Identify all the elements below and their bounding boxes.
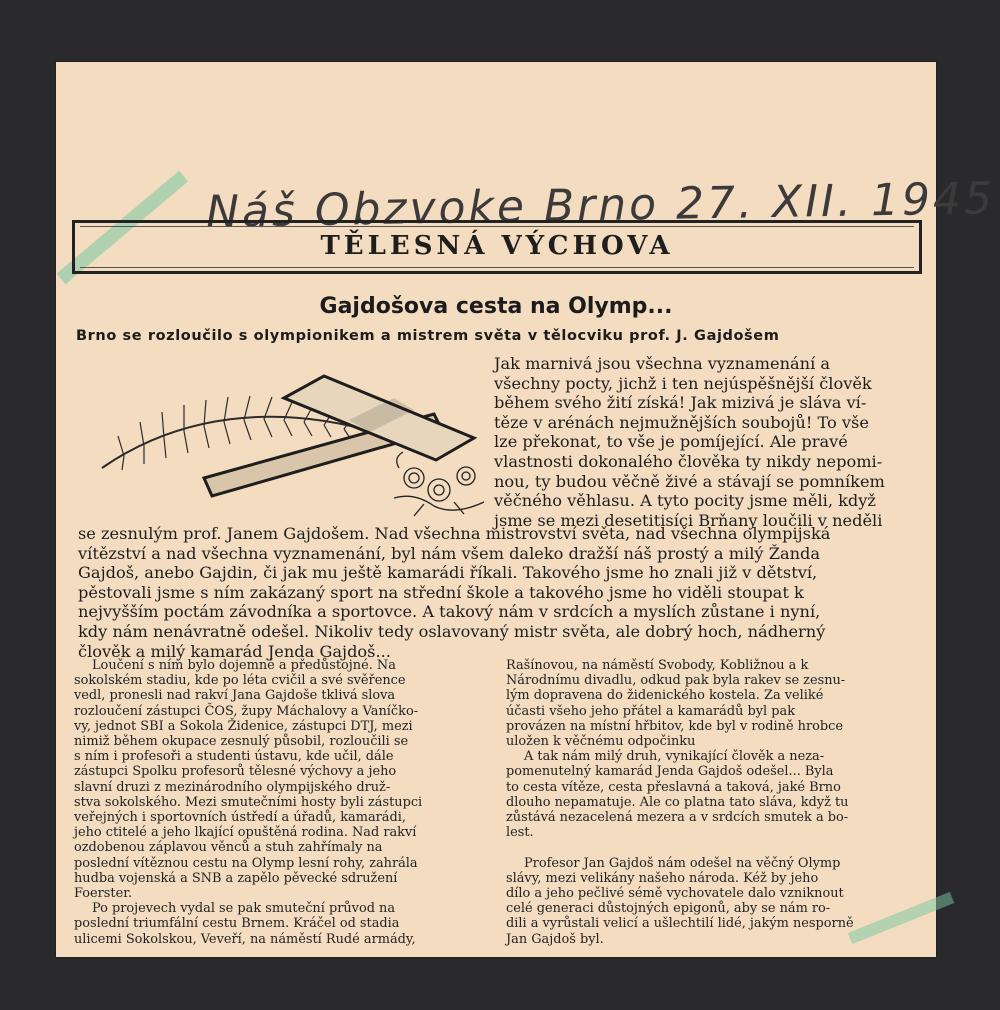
text-line: stva sokolského. Mezi smutečními hosty byli zástupci bbox=[74, 794, 423, 810]
text-line: jeho ctitelé a jeho lkající opuštěná rodina. Nad rakví bbox=[74, 825, 417, 841]
text-line: těze v arénách nejmužnějších soubojů! To vše bbox=[494, 412, 869, 432]
text-line: poslední triumfální cestu Brnem. Kráčel od stadia bbox=[74, 916, 400, 932]
text-line bbox=[506, 840, 924, 855]
text-line: Gajdoš, anebo Gajdin, či jak mu ještě kamarádi říkali. Takového jsme ho znali již v dětství, bbox=[78, 563, 818, 583]
text-line: slavní druzi z mezinárodního olympijského druž- bbox=[74, 779, 391, 795]
text-line: Foerster. bbox=[74, 886, 133, 902]
text-line: pěstovali jsme s ním zakázaný sport na střední škole a takového jsme ho viděli stoupat k bbox=[78, 582, 804, 602]
cross-palm-illustration bbox=[94, 358, 504, 518]
text-line: účasti všeho jeho přátel a kamarádů byl pak bbox=[506, 703, 796, 719]
text-line: pomenutelný kamarád Jenda Gajdoš odešel... Byla bbox=[506, 764, 834, 780]
lead-paragraph-full bbox=[78, 524, 934, 661]
text-line: nimiž během okupace zesnulý působil, rozloučili se bbox=[74, 734, 409, 750]
text-line: slávy, mezi velikány našeho národa. Kéž by jeho bbox=[506, 870, 819, 886]
article-column-left bbox=[74, 658, 492, 947]
text-line: Loučení s ním bylo dojemné a předůstojné. Na bbox=[92, 658, 396, 673]
text-line: poslední vítěznou cestu na Olymp lesní rohy, zahrála bbox=[74, 855, 418, 871]
text-line: s ním i profesoři a studenti ústavu, kde učil, dále bbox=[74, 749, 394, 765]
newspaper-clipping bbox=[56, 62, 996, 957]
text-line: člověk a milý kamarád Jenda Gajdoš... bbox=[78, 641, 391, 661]
text-line: věčného věhlasu. A tyto pocity jsme měli, když bbox=[494, 491, 876, 511]
text-line: během svého žití získá! Jak mizivá je sláva ví- bbox=[494, 393, 867, 413]
text-line: všechny pocty, jichž i ten nejúspěšnější člověk bbox=[494, 373, 872, 393]
text-line: Jan Gajdoš byl. bbox=[506, 931, 604, 947]
text-line: vítězství a nad všechna vyznamenání, byl nám všem daleko dražší náš prostý a milý Žanda bbox=[78, 543, 821, 563]
text-line: nejvyšším poctám závodníka a sportovce. A takový nám v srdcích a myslích zůstane i nyní, bbox=[78, 602, 821, 622]
text-line: zůstává nezacelená mezera a v srdcích smutek a bo- bbox=[506, 810, 849, 826]
text-line: celé generaci důstojných epigonů, aby se nám ro- bbox=[506, 901, 831, 917]
text-line: Rašínovou, na náměstí Svobody, Kobližnou a k bbox=[506, 658, 809, 673]
section-banner bbox=[66, 216, 928, 278]
text-line: dlouho nepamatuje. Ale co platna tato sláva, když tu bbox=[506, 794, 849, 810]
article-column-right bbox=[506, 658, 924, 947]
text-line: Po projevech vydal se pak smuteční průvod na bbox=[92, 901, 396, 917]
text-line: dílo a jeho pečlivé sémě vychovatele dalo vzniknout bbox=[506, 886, 844, 902]
text-line: to cesta vítěze, cesta přeslavná a taková, jaké Brno bbox=[506, 779, 841, 795]
text-line: lest. bbox=[506, 825, 534, 841]
text-line: A tak nám milý druh, vynikající člověk a neza- bbox=[524, 749, 825, 765]
text-line: Profesor Jan Gajdoš nám odešel na věčný Olymp bbox=[524, 855, 841, 871]
text-line: vy, jednot SBI a Sokola Židenice, zástupci DTJ, mezi bbox=[74, 718, 413, 734]
text-line: provázen na místní hřbitov, kde byl v rodině hrobce bbox=[506, 718, 844, 734]
section-title: TĚLESNÁ VÝCHOVA bbox=[320, 231, 674, 261]
text-line: se zesnulým prof. Janem Gajdošem. Nad všechna mistrovství světa, nad všechna olympijská bbox=[78, 524, 831, 543]
text-line: Národnímu divadlu, odkud pak byla rakev se zesnu- bbox=[506, 673, 846, 689]
text-line: Jak marnivá jsou všechna vyznamenání a bbox=[494, 354, 831, 373]
headline: Gajdošova cesta na Olymp... bbox=[319, 294, 673, 319]
text-line: vedl, pronesli nad rakví Jana Gajdoše tklivá slova bbox=[74, 688, 396, 704]
text-line: jsme se mezi desetitisíci Brňany loučili v neděli bbox=[494, 510, 883, 530]
text-line: veřejných i sportovních ústředí a úřadů, kamarádi, bbox=[74, 810, 406, 826]
text-line: lze překonat, to vše je pomíjející. Ale pravé bbox=[494, 432, 848, 452]
text-line: ozdobenou záplavou věnců a stuh zahřímaly na bbox=[74, 840, 383, 856]
text-line: uložen k věčnému odpočinku bbox=[506, 734, 696, 750]
text-line: kdy nám nenávratně odešel. Nikoliv tedy oslavovaný mistr světa, ale dobrý hoch, nádherný bbox=[78, 621, 826, 641]
text-line: hudba vojenská a SNB a zapělo pěvecké sdružení bbox=[74, 870, 398, 886]
subheadline: Brno se rozloučilo s olympionikem a mistrem světa v tělocviku prof. J. Gajdošem bbox=[76, 328, 780, 344]
text-line: zástupci Spolku profesorů tělesné výchovy a jeho bbox=[74, 764, 397, 780]
handwritten-note: Náš Obzvoke Brno 27. XII. 1945 bbox=[205, 173, 996, 238]
text-line: ulicemi Sokolskou, Veveří, na náměstí Rudé armády, bbox=[74, 931, 416, 947]
text-line: nou, ty budou věčně živé a stávají se pomníkem bbox=[494, 471, 885, 491]
lead-paragraph-right bbox=[494, 354, 934, 530]
text-line: lým dopravena do židenického kostela. Za veliké bbox=[506, 688, 824, 704]
text-line: vlastnosti dokonalého člověka ty nikdy nepomi- bbox=[494, 451, 883, 471]
text-line: sokolském stadiu, kde po léta cvičil a své svěřence bbox=[74, 673, 406, 689]
text-line: rozloučení zástupci ČOS, župy Máchalovy a Vaníčko- bbox=[74, 703, 419, 719]
text-line: dili a vyrůstali velicí a ušlechtilí lidé, jakým nesporně bbox=[506, 916, 854, 932]
